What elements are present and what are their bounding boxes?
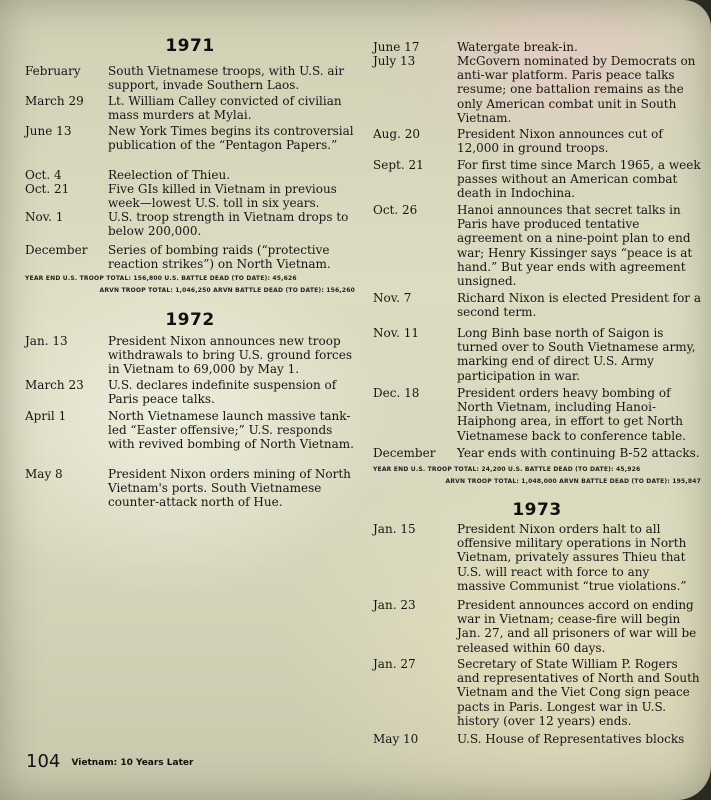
timeline-entry bbox=[373, 54, 701, 125]
timeline-entry bbox=[25, 64, 355, 92]
stats-line: YEAR END U.S. TROOP TOTAL: 156,800 U.S. BATTLE DEAD (TO DATE): 45,626 bbox=[25, 275, 297, 282]
entry-text: McGovern nominated by Democrats on anti-war platform. Paris peace talks resume; one battalion remains as the only American combat unit in South Vietnam. bbox=[457, 54, 696, 125]
timeline-entry bbox=[373, 522, 701, 593]
stats-line: YEAR END U.S. TROOP TOTAL: 24,200 U.S. BATTLE DEAD (TO DATE): 45,926 bbox=[373, 466, 641, 473]
year-heading-1971: 1971 bbox=[165, 36, 215, 56]
timeline-entry bbox=[373, 203, 701, 288]
entry-text: Lt. William Calley convicted of civilian mass murders at Mylai. bbox=[108, 94, 342, 123]
entry-text: Five GIs killed in Vietnam in previous week—lowest U.S. toll in six years. bbox=[108, 182, 337, 211]
year-end-stats-1972 bbox=[373, 466, 701, 485]
entry-text: U.S. declares indefinite suspension of Paris peace talks. bbox=[108, 378, 337, 407]
entry-date: Nov. 7 bbox=[373, 291, 412, 305]
entry-text: Hanoi announces that secret talks in Paris have produced tentative agreement on a nine-point plan to end war; Henry Kissinger says “peace is at hand.” But year ends with agreement unsigned. bbox=[457, 203, 693, 289]
entry-text: President Nixon orders mining of North Vietnam's ports. South Vietnamese counter-attack north of Hue. bbox=[108, 467, 351, 510]
page-number: 104 bbox=[26, 751, 61, 772]
timeline-entry bbox=[373, 127, 701, 155]
entry-date: Nov. 1 bbox=[25, 210, 64, 224]
entry-text: Year ends with continuing B-52 attacks. bbox=[457, 446, 700, 460]
entry-date: March 29 bbox=[25, 94, 84, 108]
timeline-entry bbox=[373, 291, 701, 319]
timeline-entry bbox=[25, 124, 355, 152]
year-heading-1973: 1973 bbox=[512, 500, 562, 520]
timeline-entry bbox=[373, 446, 701, 460]
entry-text: North Vietnamese launch massive tank-led “Easter offensive;” U.S. responds with revived bombing of North Vietnam. bbox=[108, 409, 354, 452]
timeline-entry bbox=[373, 657, 701, 728]
page-footer bbox=[26, 751, 193, 772]
entry-date: December bbox=[25, 243, 88, 257]
entry-date: Jan. 13 bbox=[25, 334, 68, 348]
timeline-entry bbox=[373, 326, 701, 383]
entry-date: Jan. 15 bbox=[373, 522, 416, 536]
entry-date: Dec. 18 bbox=[373, 386, 420, 400]
entry-date: May 8 bbox=[25, 467, 63, 481]
timeline-entry bbox=[25, 243, 355, 271]
entry-date: Oct. 26 bbox=[373, 203, 418, 217]
entry-text: For first time since March 1965, a week passes without an American combat death in Indochina. bbox=[457, 158, 701, 201]
entry-text: U.S. troop strength in Vietnam drops to below 200,000. bbox=[108, 210, 349, 239]
entry-date: Aug. 20 bbox=[373, 127, 420, 141]
entry-date: April 1 bbox=[25, 409, 67, 423]
timeline-entry bbox=[25, 467, 355, 510]
entry-text: President Nixon announces new troop withdrawals to bring U.S. ground forces in Vietnam to 69,000 by May 1. bbox=[108, 334, 353, 377]
publication-title: Vietnam: 10 Years Later bbox=[71, 758, 194, 768]
entry-text: President Nixon orders halt to all offensive military operations in North Vietnam, privately assures Thieu that U.S. will react with force to any massive Communist “true violations.” bbox=[457, 522, 687, 593]
entry-date: Sept. 21 bbox=[373, 158, 424, 172]
entry-text: South Vietnamese troops, with U.S. air support, invade Southern Laos. bbox=[108, 64, 345, 93]
timeline-entry bbox=[373, 386, 701, 443]
timeline-entry bbox=[373, 732, 701, 746]
entry-date: Oct. 4 bbox=[25, 168, 62, 182]
stats-line: ARVN TROOP TOTAL: 1,048,000 ARVN BATTLE DEAD (TO DATE): 195,847 bbox=[445, 478, 701, 485]
entry-date: March 23 bbox=[25, 378, 84, 392]
entry-text: Watergate break-in. bbox=[457, 40, 578, 54]
entry-text: Reelection of Thieu. bbox=[108, 168, 231, 182]
timeline-entry bbox=[25, 168, 355, 182]
stats-line: ARVN TROOP TOTAL: 1,046,250 ARVN BATTLE DEAD (TO DATE): 156,260 bbox=[99, 287, 355, 294]
entry-text: Long Binh base north of Saigon is turned over to South Vietnamese army, marking end of direct U.S. Army participation in war. bbox=[457, 326, 696, 383]
entry-text: President announces accord on ending war in Vietnam; cease-fire will begin Jan. 27, and all prisoners of war will be released within 60 days. bbox=[457, 598, 697, 655]
entry-text: Richard Nixon is elected President for a second term. bbox=[457, 291, 702, 320]
timeline-entry bbox=[373, 158, 701, 201]
entry-text: Secretary of State William P. Rogers and representatives of North and South Vietnam and the Viet Cong sign peace pacts in Paris. Longest war in U.S. history (over 12 years) ends. bbox=[457, 657, 700, 728]
timeline-entry bbox=[373, 40, 701, 54]
timeline-entry bbox=[25, 210, 355, 238]
entry-date: May 10 bbox=[373, 732, 419, 746]
timeline-entry bbox=[25, 334, 355, 377]
timeline-entry bbox=[25, 378, 355, 406]
entry-date: June 13 bbox=[25, 124, 72, 138]
entry-text: U.S. House of Representatives blocks bbox=[457, 732, 685, 746]
entry-text: President orders heavy bombing of North Vietnam, including Hanoi-Haiphong area, in effort to get North Vietnamese back to conference table. bbox=[457, 386, 686, 443]
entry-text: Series of bombing raids (“protective reaction strikes”) on North Vietnam. bbox=[108, 243, 331, 272]
year-heading-1972: 1972 bbox=[165, 310, 215, 330]
entry-text: President Nixon announces cut of 12,000 in ground troops. bbox=[457, 127, 663, 156]
entry-date: Oct. 21 bbox=[25, 182, 70, 196]
entry-date: Jan. 23 bbox=[373, 598, 416, 612]
year-end-stats-1971 bbox=[25, 275, 355, 294]
entry-date: Jan. 27 bbox=[373, 657, 416, 671]
entry-date: June 17 bbox=[373, 40, 420, 54]
entry-text: New York Times begins its controversial publication of the “Pentagon Papers.” bbox=[108, 124, 354, 153]
entry-date: February bbox=[25, 64, 81, 78]
timeline-entry bbox=[25, 182, 355, 210]
entry-date: Nov. 11 bbox=[373, 326, 419, 340]
timeline-entry bbox=[25, 94, 355, 122]
timeline-entry bbox=[373, 598, 701, 655]
entry-date: July 13 bbox=[373, 54, 416, 68]
timeline-entry bbox=[25, 409, 355, 452]
entry-date: December bbox=[373, 446, 436, 460]
